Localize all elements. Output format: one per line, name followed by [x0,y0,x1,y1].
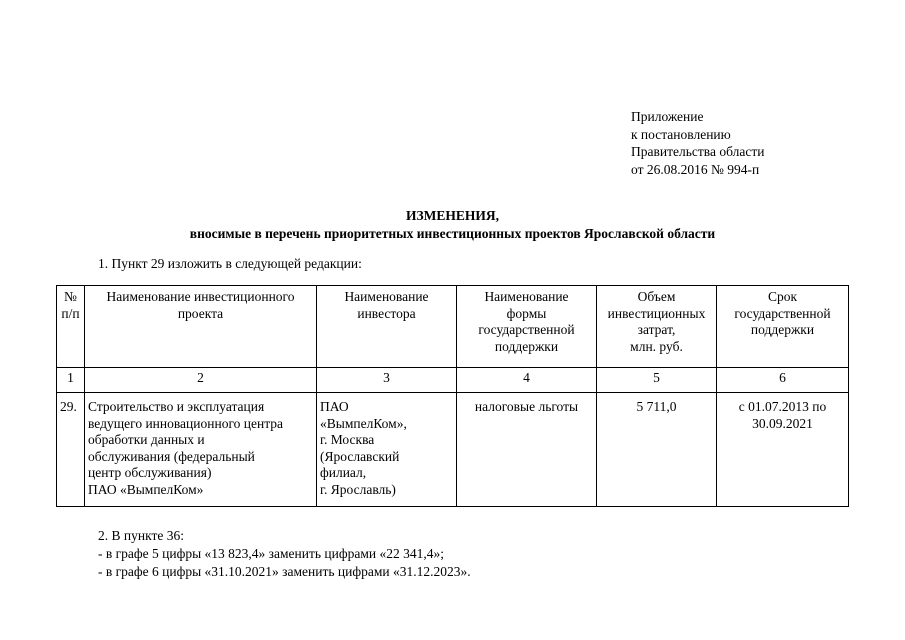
row-number: 29. [57,393,85,507]
column-number-2: 2 [85,368,317,393]
list-item: - в графе 6 цифры «31.10.2021» заменить цифрами «31.12.2023». [98,564,471,579]
appendix-line-4: от 26.08.2016 № 994-п [631,161,760,177]
header-investor-name: Наименование инвестора [317,286,457,368]
appendix-line-1: Приложение [631,109,704,124]
list-item: - в графе 5 цифры «13 823,4» заменить цифрами «22 341,4»; [98,546,444,561]
item-1-text: 1. Пункт 29 изложить в следующей редакции: [98,256,362,271]
header-support-period: Срок государственной поддержки [717,286,849,368]
row-investment-volume: 5 711,0 [597,393,717,507]
table-row [57,393,849,507]
column-number-3: 3 [317,368,457,393]
column-number-1: 1 [57,368,85,393]
column-number-5: 5 [597,368,717,393]
column-number-6: 6 [717,368,849,393]
header-number: № п/п [57,286,85,368]
document-subtitle: вносимые в перечень приоритетных инвестиционных проектов Ярославской области [189,226,716,241]
header-project-name: Наименование инвестиционного проекта [85,286,317,368]
document-heading [0,207,905,243]
table-header-row [57,286,849,368]
projects-table [56,285,849,507]
row-project-name: Строительство и эксплуатация ведущего инновационного центра обработки данных и обслуживания (федеральный центр обслуживания) ПАО «ВымпелКом» [85,393,317,507]
column-number-4: 4 [457,368,597,393]
row-support-period: с 01.07.2013 по 30.09.2021 [717,393,849,507]
row-investor-name: ПАО «ВымпелКом», г. Москва (Ярославский филиал, г. Ярославль) [317,393,457,507]
appendix-line-2: к постановлению [631,126,731,142]
appendix-line-3: Правительства области [631,144,765,159]
header-investment-volume: Объем инвестиционных затрат, млн. руб. [597,286,717,368]
item-2-text: 2. В пункте 36: [98,528,184,543]
appendix-block [631,108,764,178]
document-title: ИЗМЕНЕНИЯ, [405,208,499,223]
row-support-form: налоговые льготы [457,393,597,507]
header-support-form: Наименование формы государственной поддержки [457,286,597,368]
table-column-numbers-row [57,368,849,393]
